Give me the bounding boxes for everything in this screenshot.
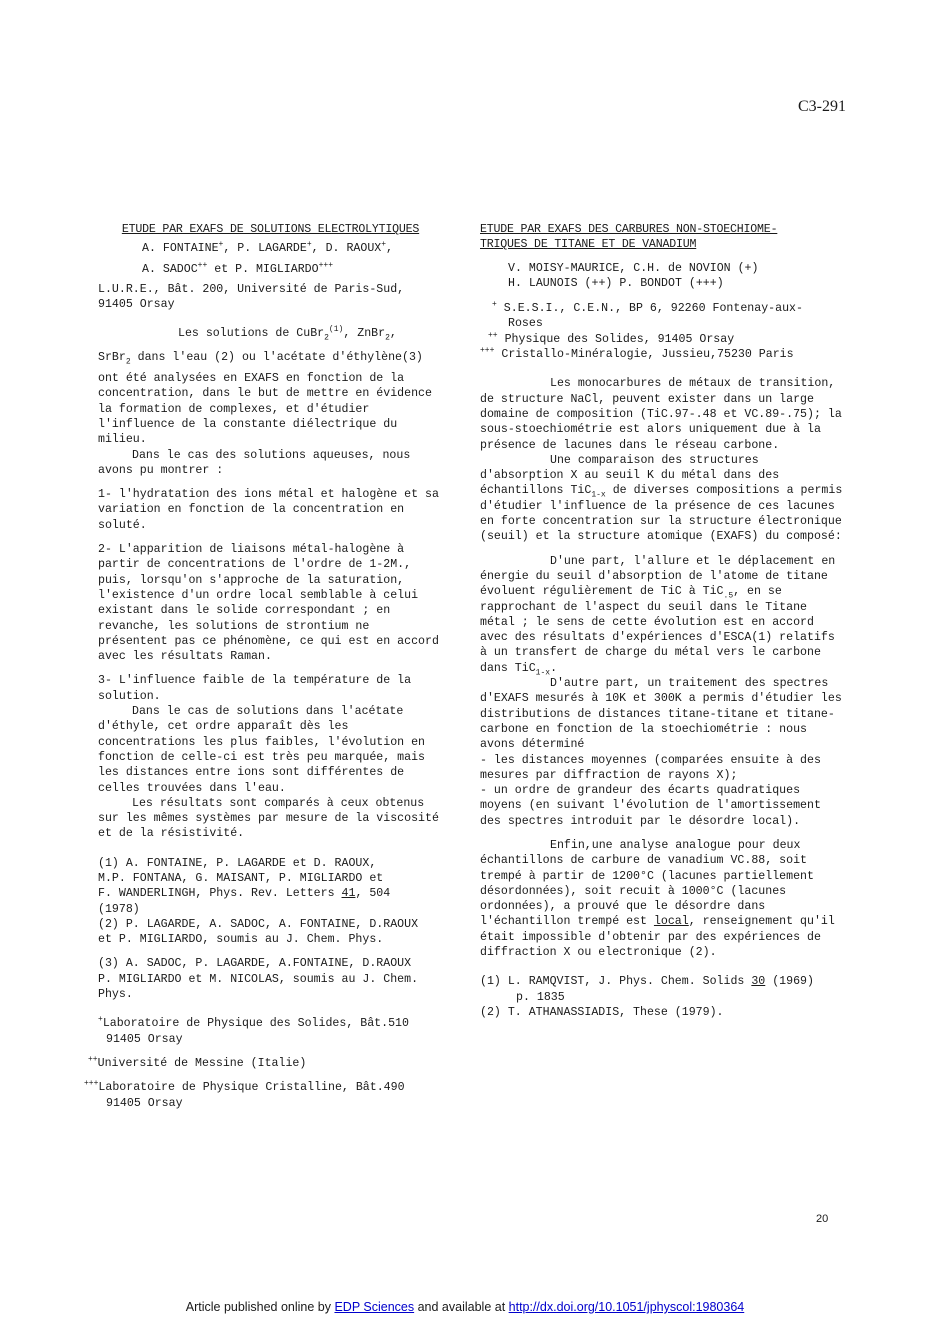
right-paragraph-4: D'autre part, un traitement des spectres d'EXAFS mesurés à 10K et 300K a permis d'étudier les distributions de distances titane-titane et titane-carbone en fonction de la stoechiométrie : nous avons déterminé [480,677,842,752]
left-paragraph-4: 2- L'apparition de liaisons métal-halogène à partir de concentrations de l'ordre de 1-2M., puis, lorsqu'on s'approche de la saturation, l'existence d'un ordre local semblable à celui existant dans le solide correspondant ; en revanche, les solutions de strontium ne présentent pas ce phénomène, ce qui est en accord avec les résultats Raman. [98,543,439,664]
right-paragraph-2: Une comparaison des structures d'absorption X au seuil K du métal dans des échantillons TiC$_{1-x}$ de diverses compositions a permis d'étudier l'influence de la présence de ces lacunes en forte concentration sur la structure électronique (seuil) et la structure atomique (EXAFS) du composé: [480,453,843,544]
left-paragraph-7: Les résultats sont comparés à ceux obtenus sur les mêmes systèmes par mesure de la viscosité et de la résistivité. [98,796,439,841]
left-paragraph-1: ont été analysées en EXAFS en fonction de la concentration, dans le but de mettre en évidence la formation de complexes, et d'étudier l'influence de la constante diélectrique du milieu. [98,372,432,447]
doi-link[interactable]: http://dx.doi.org/10.1051/jphyscol:1980364 [508,1300,745,1314]
publisher-link[interactable]: EDP Sciences [334,1300,415,1314]
page-number: 20 [816,1213,829,1225]
publisher-footer: Article published online by EDP Sciences and available at http://dx.doi.org/10.1051/jphyscol:1980364 [185,1300,745,1314]
right-paragraph-3: D'une part, l'allure et le déplacement en énergie du seuil d'absorption de l'atome de titane évoluent régulièrement de TiC à TiC$_{.5}$, en se rapprochant de l'aspect du seuil dans le Titane métal ; le sens de cette évolution est en accord avec des résultats d'expériences d'ESCA(1) relatifs à un transfert de charge du métal vers le carbone dans TiC$_{1-x}$. [480,554,836,678]
right-paragraph-4b: - les distances moyennes (comparées ensuite à des mesures par diffraction de rayons X); [480,753,821,782]
right-paragraph-4c: - un ordre de grandeur des écarts quadratiques moyens (en suivant l'évolution de l'amortissement des spectres introduit par le désordre local). [480,784,821,828]
right-paragraph-5: Enfin,une analyse analogue pour deux échantillons de carbure de vanadium VC.88, soit trempé à partir de 1200°C (lacunes partiellement désordonnées), soit recuit à 1000°C (lacunes ordonnées), a prouvé que le désordre dans l'échantillon trempé est local, renseignement qu'il était impossible d'obtenir par des expériences de diffraction X ou electronique (2). [480,838,835,960]
left-authors [98,241,443,277]
right-references: (1) L. RAMQVIST, J. Phys. Chem. Solids 30 (1969) p. 1835 (2) T. ATHANASSIADIS, These (1979). [480,975,814,1019]
page-reference: C3-291 [798,98,846,115]
left-authors-line1: A. FONTAINE+, P. LAGARDE+, D. RAOUX+, [142,240,394,256]
left-footnotes: +Laboratoire de Physique des Solides, Bât.510 91405 Orsay ++Université de Messine (Italie) +++Laboratoire de Physique Cristalline, Bât.490 91405 Orsay [84,1015,409,1110]
left-paragraph-2: Dans le cas des solutions aqueuses, nous avons pu montrer : [98,448,411,477]
left-paragraph-6: Dans le cas de solutions dans l'acétate d'éthyle, cet ordre apparaît dès les concentrations les plus faibles, l'évolution en fonction de celle-ci est très peu marquée, mais les distances entre ions sont différentes de celles trouvées dans l'eau. [98,705,425,795]
left-references: (1) A. FONTAINE, P. LAGARDE et D. RAOUX, M.P. FONTANA, G. MAISANT, P. MIGLIARDO et F. WANDERLINGH, Phys. Rev. Letters 41, 504 (1978) (2) P. LAGARDE, A. SADOC, A. FONTAINE, D.RAOUX et P. MIGLIARDO, soumis au J. Chem. Phys. (3) A. SADOC, P. LAGARDE, A.FONTAINE, D.RAOUX P. MIGLIARDO et M. NICOLAS, soumis au J. Chem. Phys. [98,856,419,1002]
left-title: ETUDE PAR EXAFS DE SOLUTIONS ELECTROLYTIQUES [121,223,420,236]
left-intro-line2: SrBr$_2$ dans l'eau (2) ou l'acétate d'éthylène(3) [98,350,423,367]
right-title: ETUDE PAR EXAFS DES CARBURES NON-STOECHIOME- TRIQUES DE TITANE ET DE VANADIUM [480,223,778,252]
left-authors-line2: A. SADOC++ et P. MIGLIARDO+++ [142,260,334,276]
left-paragraph-3: 1- l'hydratation des ions métal et halogène et sa variation en fonction de la concentration en soluté. [98,488,439,532]
left-intro-line1: Les solutions de CuBr$_2^{(1)}$, ZnBr$_2$, [178,325,397,343]
left-affiliation: L.U.R.E., Bât. 200, Université de Paris-Sud, 91405 Orsay [98,282,405,312]
right-affiliations: + S.E.S.I., C.E.N., BP 6, 92260 Fontenay-aux- Roses ++ Physique des Solides, 91405 Orsay +++ Cristallo-Minéralogie, Jussieu,75230 Paris [480,300,803,362]
right-paragraph-1: Les monocarbures de métaux de transition, de structure NaCl, peuvent exister dans un large domaine de composition (TiC.97-.48 et VC.89-.75); la sous-stoechiométrie est alors uniquement due à la présence de lacunes dans le réseau carbone. [480,377,842,452]
right-authors: V. MOISY-MAURICE, C.H. de NOVION (+) H. LAUNOIS (++) P. BONDOT (+++) [508,261,759,290]
right-article [480,222,848,1020]
left-paragraph-5: 3- L'influence faible de la température de la solution. [98,674,412,703]
left-article [84,222,443,1111]
